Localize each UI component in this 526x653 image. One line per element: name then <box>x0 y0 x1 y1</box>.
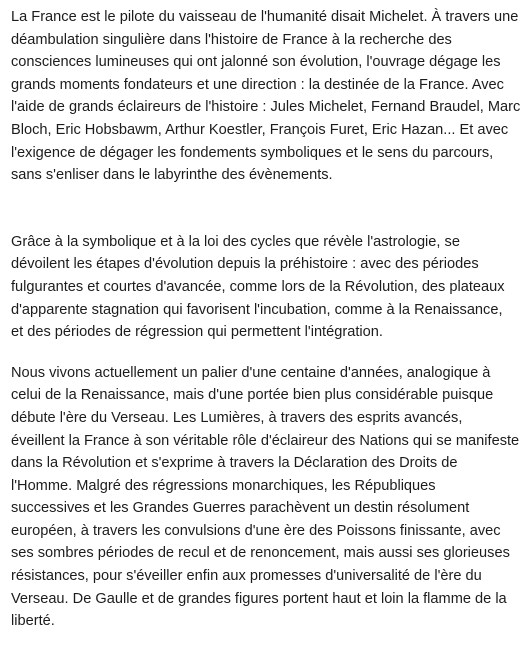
text-line: éveillent la France à son véritable rôle d'éclaireur des Nations qui se manifeste <box>11 432 520 449</box>
text-line: dans la Révolution et s'exprime à travers la Déclaration des Droits de <box>11 455 458 472</box>
text-line: ses sombres périodes de recul et de renoncement, mais aussi ses glorieuses <box>11 545 510 562</box>
paragraph-aquarius <box>11 362 520 633</box>
text-line: et des périodes de régression qui permettent l'intégration. <box>11 324 383 341</box>
paragraph-astrology <box>11 231 520 344</box>
text-line: Bloch, Eric Hobsbawm, Arthur Koestler, François Furet, Eric Hazan... Et avec <box>11 121 509 138</box>
text-line: Grâce à la symbolique et à la loi des cycles que révèle l'astrologie, se <box>11 233 460 250</box>
text-line: l'aide de grands éclaireurs de l'histoire : Jules Michelet, Fernand Braudel, Marc <box>11 99 521 116</box>
text-line: fulgurantes et courtes d'avancée, comme lors de la Révolution, des plateaux <box>11 278 505 295</box>
text-line: l'exigence de dégager les fondements symboliques et le sens du parcours, <box>11 144 494 161</box>
paragraph-intro <box>11 6 520 187</box>
text-line: Verseau. De Gaulle et de grandes figures portent haut et loin la flamme de la <box>11 590 507 607</box>
text-line: dévoilent les étapes d'évolution depuis la préhistoire : avec des périodes <box>11 256 479 273</box>
text-line: l'Homme. Malgré des régressions monarchiques, les Républiques <box>11 477 436 494</box>
text-line: Nous vivons actuellement un palier d'une centaine d'années, analogique à <box>11 364 491 381</box>
text-line: celui de la Renaissance, mais d'une portée bien plus considérable puisque <box>11 387 494 404</box>
text-line: consciences lumineuses qui ont jalonné son évolution, l'ouvrage dégage les <box>11 54 501 71</box>
text-line: grands moments fondateurs et une direction : la destinée de la France. Avec <box>11 76 504 93</box>
text-line: liberté. <box>11 613 55 630</box>
text-line: successives et les Grandes Guerres parachèvent un destin résolument <box>11 500 470 517</box>
text-line: débute l'ère du Verseau. Les Lumières, à travers des esprits avancés, <box>11 409 463 426</box>
text-line: d'apparente stagnation qui favorisent l'incubation, comme à la Renaissance, <box>11 301 503 318</box>
text-line: européen, à travers les convulsions d'une ère des Poissons finissante, avec <box>11 522 501 539</box>
text-line: sans s'enliser dans le labyrinthe des évènements. <box>11 167 333 184</box>
text-line: résistances, pour s'éveiller enfin aux promesses d'universalité de l'ère du <box>11 568 482 585</box>
text-line: déambulation singulière dans l'histoire de France à la recherche des <box>11 31 452 48</box>
text-line: La France est le pilote du vaisseau de l'humanité disait Michelet. À travers une <box>11 9 519 25</box>
